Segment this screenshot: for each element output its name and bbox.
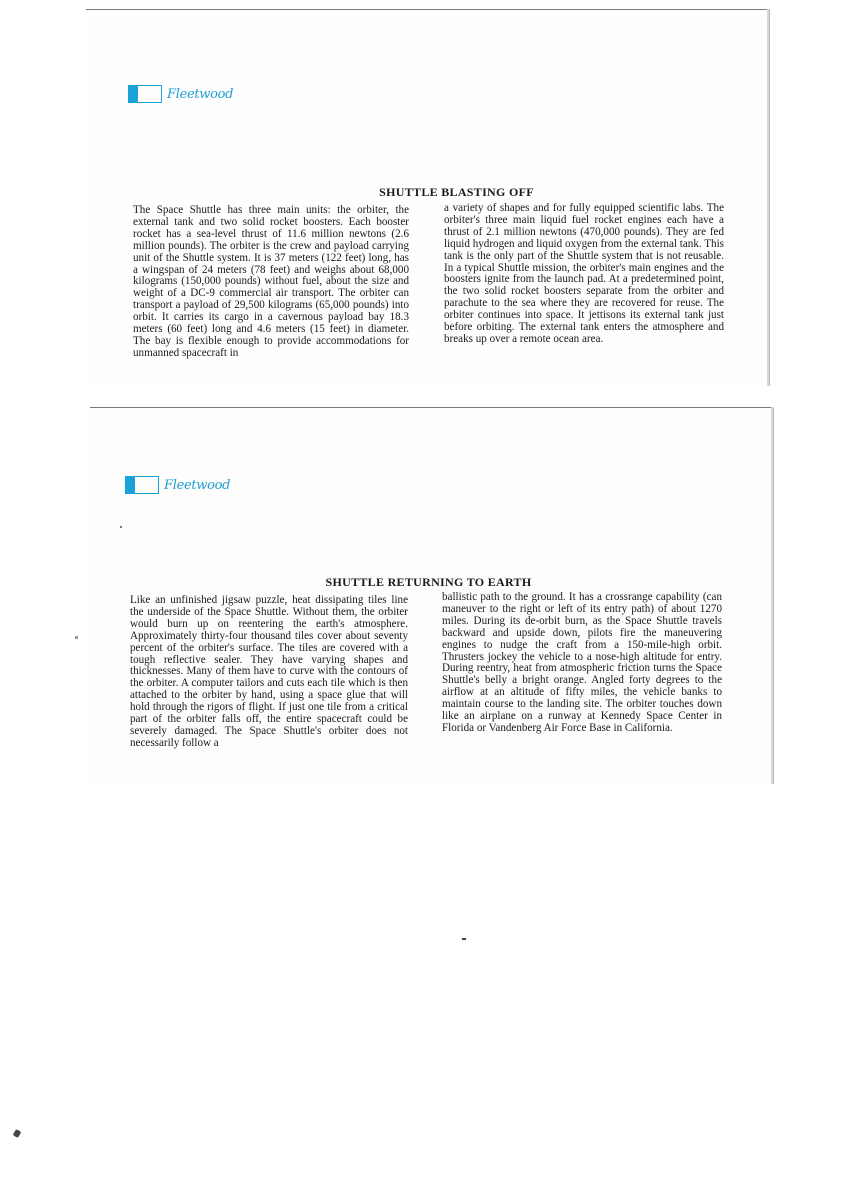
fleetwood-logo (128, 85, 233, 103)
scan-speck (75, 636, 78, 639)
card-title: SHUTTLE BLASTING OFF (379, 185, 534, 199)
logo-wordmark: Fleetwood (167, 86, 234, 102)
text-column-right: ballistic path to the ground. It has a crossrange capability (can maneuver to the right or left of its entry path) of about 1270 miles. During its de-orbit burn, as the Space Shuttle travels backward and upside down, pilots fire the maneuvering engines to nudge the craft from a 150-mile-high orbit. Thrusters jockey the vehicle to a nose-high altitude for entry. During reentry, heat from atmospheric friction turns the Space Shuttle's belly a bright orange. Angled forty degrees to the airflow at an altitude of fifty miles, the vehicle banks to maintain course to the landing site. The orbiter touches down like an airplane on a runway at Kennedy Space Center in Florida or Vandenberg Air Force Base in California. (442, 591, 722, 734)
logo-mark-icon (125, 476, 159, 494)
fleetwood-logo (125, 476, 230, 494)
scan-speck (13, 1129, 22, 1138)
envelope-card-returning (90, 407, 771, 784)
scan-speck (462, 938, 466, 940)
card-title: SHUTTLE RETURNING TO EARTH (325, 575, 532, 589)
text-column-right: a variety of shapes and for fully equipped scientific labs. The orbiter's three main liquid fuel rocket engines each have a thrust of 2.1 million newtons (470,000 pounds). They are fed liquid hydrogen and liquid oxygen from the external tank. This tank is the only part of the Shuttle system that is not reusable. In a typical Shuttle mission, the orbiter's main engines and the boosters ignite from the launch pad. At a predetermined point, the two solid rocket boosters separate from the orbiter and parachute to the sea where they are recovered for reuse. The orbiter continues into space. It jettisons its external tank just before orbiting. The external tank enters the atmosphere and breaks up over a remote ocean area. (444, 202, 724, 345)
card-edge (773, 408, 774, 784)
logo-wordmark: Fleetwood (164, 477, 231, 493)
logo-mark-icon (128, 85, 162, 103)
envelope-card-blasting-off (86, 9, 767, 386)
text-column-left: The Space Shuttle has three main units: the orbiter, the external tank and two solid rocket boosters. Each booster rocket has a sea-level thrust of 11.6 million newtons (2.6 million pounds). The orbiter is the crew and payload carrying unit of the Shuttle system. It is 37 meters (122 feet) long, has a wingspan of 24 meters (78 feet) and weighs about 68,000 kilograms (150,000 pounds) without fuel, about the size and weight of a DC-9 commercial air transport. The orbiter can transport a payload of 29,500 kilograms (65,000 pounds) into orbit. It carries its cargo in a cavernous payload bay 18.3 meters (60 feet) long and 4.6 meters (15 feet) in diameter. The bay is flexible enough to provide accommodations for unmanned spacecraft in (133, 204, 409, 359)
text-column-left: Like an unfinished jigsaw puzzle, heat dissipating tiles line the underside of the Space Shuttle. Without them, the orbiter would burn up on reentering the earth's atmosphere. Approximately thirty-four thousand tiles cover about seventy percent of the orbiter's surface. The tiles are covered with a tough reflective sealer. They have varying shapes and thicknesses. Many of them have to curve with the contours of the orbiter. A computer tailors and cuts each tile which is then attached to the orbiter by hand, using a space glue that will hold through the rigors of flight. If just one tile from a critical part of the orbiter falls off, the entire spacecraft could be severely damaged. The Space Shuttle's orbiter does not necessarily follow a (130, 594, 408, 749)
scan-speck (120, 526, 122, 528)
